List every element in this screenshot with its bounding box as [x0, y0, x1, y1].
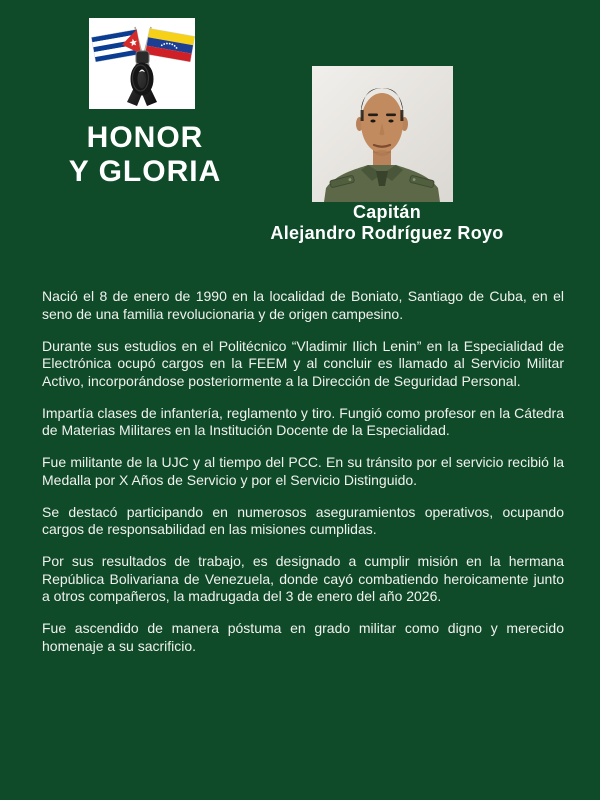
- page-title: [20, 121, 270, 189]
- bio-paragraph-mission: Por sus resultados de trabajo, es designado a cumplir misión en la hermana República Bolivariana de Venezuela, donde cayó combatiendo heroicamente junto a otros compañeros, la madrugada del 3 de enero del año 2026.: [42, 553, 564, 604]
- flags-emblem-panel: [89, 18, 195, 109]
- caption-rank: Capitán: [352, 202, 422, 222]
- bio-paragraph-operations: Se destacó participando en numerosos aseguramientos operativos, ocupando cargos de responsabilidad en las misiones cumplidas.: [42, 503, 564, 537]
- caption-name: Alejandro Rodríguez Royo: [270, 223, 504, 243]
- photo-caption: [237, 202, 537, 244]
- cuba-venezuela-mourning-ribbon-icon: [89, 18, 195, 109]
- bio-paragraph-studies: Durante sus estudios en el Politécnico “Vladimir Ilich Lenin” en la Especialidad de Electrónica ocupó cargos en la FEEM y al concluir es llamado al Servicio Militar Activo, incorporándose posteriormente a la Dirección de Seguridad Personal.: [42, 337, 564, 389]
- title-line-2: Y GLORIA: [68, 155, 222, 188]
- officer-portrait-image: [312, 66, 453, 202]
- bio-paragraph-teaching: Impartía clases de infantería, reglamento y tiro. Fungió como profesor en la Cátedra de Materias Militares en la Institución Docente de la Especialidad.: [42, 404, 564, 438]
- bio-paragraph-promotion: Fue ascendido de manera póstuma en grado militar como digno y merecido homenaje a su sacrificio.: [42, 620, 564, 654]
- biography-text: [42, 288, 564, 670]
- title-line-1: HONOR: [86, 121, 204, 154]
- bio-paragraph-militancy: Fue militante de la UJC y al tiempo del PCC. En su tránsito por el servicio recibió la Medalla por X Años de Servicio y por el Servicio Distinguido.: [42, 454, 564, 488]
- portrait-photo: [312, 66, 453, 202]
- bio-paragraph-birth: Nació el 8 de enero de 1990 en la localidad de Boniato, Santiago de Cuba, en el seno de una familia revolucionaria y de origen campesino.: [42, 288, 564, 322]
